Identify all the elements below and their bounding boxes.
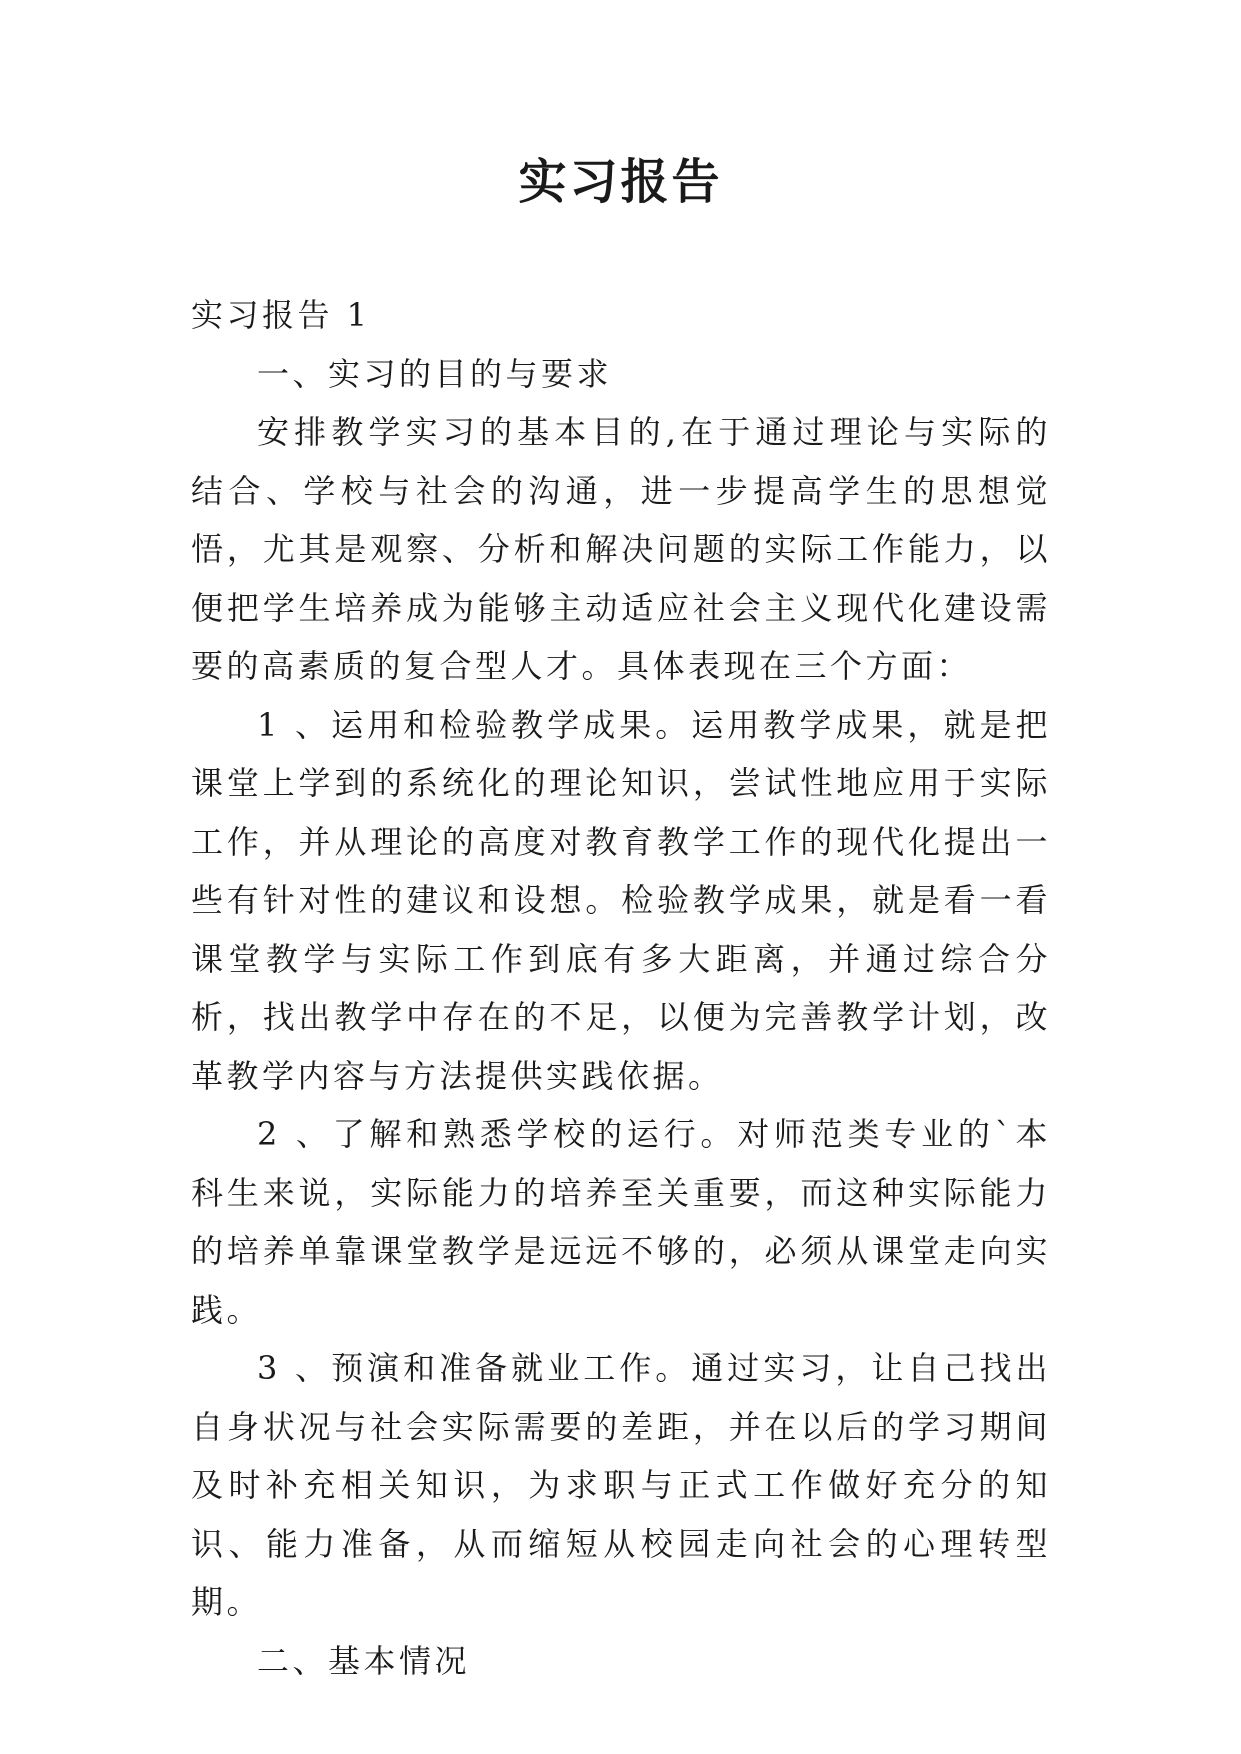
section-heading-purpose: 一、实习的目的与要求 [257,354,613,393]
list-item-apply-results: 1 、运用和检验教学成果。运用教学成果，就是把课堂上学到的系统化的理论知识，尝试性地应用于实际工作，并从理论的高度对教育教学工作的现代化提出一些有针对性的建议和设想。检验教学成果，就是看一看课堂教学与实际工作到底有多大距离，并通过综合分析，找出教学中存在的不足，以便为完善教学计划，改革教学内容与方法提供实践依据。 [191,705,1051,1095]
report-subtitle: 实习报告 1 [191,296,371,334]
document-title: 实习报告 [518,154,723,210]
section-heading-basic-situation: 二、基本情况 [257,1641,471,1680]
document-body [191,286,1051,1690]
list-item-understand-school: 2 、了解和熟悉学校的运行。对师范类专业的`本科生来说，实际能力的培养至关重要，而这种实际能力的培养单靠课堂教学是远远不够的，必须从课堂走向实践。 [191,1115,1051,1329]
paragraph-purpose: 安排教学实习的基本目的,在于通过理论与实际的结合、学校与社会的沟通，进一步提高学生的思想觉悟，尤其是观察、分析和解决问题的实际工作能力，以便把学生培养成为能够主动适应社会主义现代化建设需要的高素质的复合型人才。具体表现在三个方面： [191,413,1051,685]
list-item-prepare-employment: 3 、预演和准备就业工作。通过实习，让自己找出自身状况与社会实际需要的差距，并在以后的学习期间及时补充相关知识，为求职与正式工作做好充分的知识、能力准备，从而缩短从校园走向社会的心理转型期。 [191,1349,1051,1621]
